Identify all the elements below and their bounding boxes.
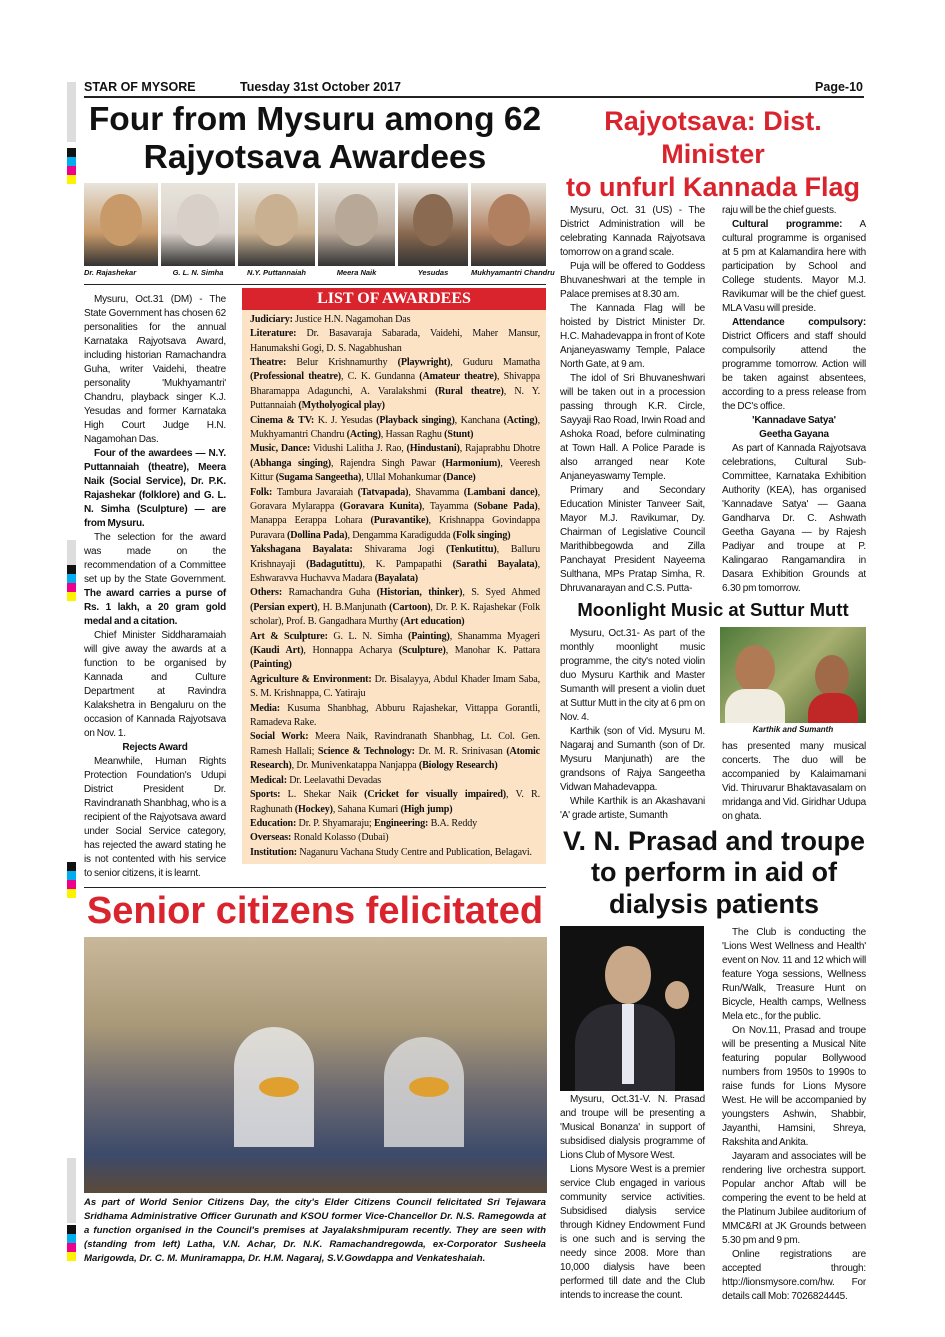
- awardee-category: (Bayalata): [374, 573, 418, 584]
- rajyotsava-column-1: [560, 204, 705, 596]
- awardee-category: Medical:: [250, 774, 287, 786]
- paragraph: [560, 627, 705, 725]
- awardees-title: LIST OF AWARDEES: [242, 288, 546, 310]
- awardee-names: Ronald Kolasso (Dubai): [291, 832, 389, 844]
- awardee-names: Dr. Bisalayya, Abdul Khader Imam Saba, S. M. Krishnappa, C. Yatiraju: [250, 673, 540, 700]
- awardee-names: Vidushi Lalitha J. Rao,: [310, 443, 407, 455]
- portrait-caption: Meera Naik: [336, 267, 377, 277]
- awardee-names: , Manappa Eerappa Lohara: [250, 500, 540, 527]
- awardee-category: Overseas:: [250, 832, 292, 844]
- awardee-entry: [250, 774, 540, 788]
- awardee-figure: [398, 183, 468, 278]
- awardee-names: , Shivappa Bharamappa Adagunchi, A. Varalakshmi: [250, 371, 540, 397]
- prasad-left: [560, 926, 705, 1303]
- awardee-category: (Kaudi Art): [250, 645, 304, 657]
- paragraph: [560, 795, 705, 823]
- paragraph: [560, 372, 705, 484]
- senior-citizens-photo: [84, 937, 547, 1193]
- awardee-category: (Art education): [400, 616, 465, 628]
- awardee-portrait: [398, 183, 468, 266]
- awardee-names: , K. Pampapathi: [362, 558, 453, 570]
- rajyotsava-column-2: [722, 204, 866, 596]
- portrait-caption: Yesudas: [417, 267, 449, 277]
- paragraph: [560, 484, 705, 596]
- moonlight-right: [720, 627, 866, 824]
- awardee-entry: [250, 846, 540, 860]
- registration-mark: [67, 862, 76, 871]
- headline-line: to unfurl Kannada Flag: [566, 171, 860, 202]
- awardee-portrait: [161, 183, 235, 266]
- awardee-names: , Hassan Raghu: [380, 428, 445, 440]
- paragraph-text: has presented many musical concerts. The duo will be accompanied by Kalaimamani Vid. Thiruvarur Bhaktavasalam on mridanga and Vid. Giridhar Udupa on ghata.: [722, 740, 866, 822]
- awardee-category: (Stunt): [444, 428, 474, 440]
- awardee-category: Sports:: [250, 789, 281, 801]
- awardee-figure: [471, 183, 555, 278]
- paragraph-text: District Officers and staff should compulsorily attend the programme tomorrow. Action will be taken against absentees, according to a press release from the DC's office.: [722, 330, 866, 412]
- paragraph-text: Mysuru, Oct.31-V. N. Prasad and troupe will be presenting a 'Musical Bonanza' in support of subsidised dialysis programme of Lions Club of Mysore West.: [560, 1094, 705, 1162]
- awardee-entry: [250, 630, 540, 673]
- paragraph: [722, 1248, 866, 1304]
- registration-mark: [67, 880, 76, 889]
- awardee-names: , Balluru Krishnayaji: [250, 544, 540, 570]
- moonlight-row: [560, 627, 866, 824]
- awardee-category: (Painting): [250, 659, 292, 671]
- awardee-entry: [250, 313, 540, 327]
- awardee-portrait: [471, 183, 546, 266]
- awardee-names: , Shavamma: [408, 486, 464, 498]
- paragraph-text: Mysuru, Oct. 31 (US) - The District Administration will be celebrating Kannada Rajyotsava tomorrow on a grand scale.: [560, 204, 705, 258]
- awardee-portrait: [84, 183, 158, 266]
- awardee-category: (Amateur theatre): [419, 371, 497, 383]
- paragraph-text: The Kannada Flag will be hoisted by District Minister Dr. H.C. Mahadevappa in front of Kote Anjaneyaswamy Temple, Palace North Gate, at 9 am.: [560, 302, 705, 370]
- awardee-entry: [250, 486, 540, 544]
- paragraph-text: A cultural programme is organised at 5 pm at Kalamandira here with participation by School and College students. Mayor M.J. Ravikumar will be the chief guest. MLA Vasu will preside.: [722, 218, 866, 314]
- awardee-names: , Ullal Mohankumar: [361, 472, 444, 484]
- awardee-names: , Rajaprabhu Dhotre: [459, 443, 540, 455]
- awardee-names: , Goravara Mylarappa: [250, 486, 541, 512]
- newspaper-name: STAR OF MYSORE: [84, 80, 196, 94]
- registration-mark: [67, 166, 76, 175]
- paragraph-text: The idol of Sri Bhuvaneshwari will be taken out in a procession passing through K.R. Circle, Sayyaji Rao Road, Irwin Road and Ashoka Road, before culminating at Town Hall. A Police Parade is also arranged near Kote Anjaneyaswamy Temple.: [560, 372, 705, 482]
- awardee-names: , Shanamma Myageri: [449, 630, 540, 642]
- awardee-names: , Mukhyamantri Chandru: [250, 414, 540, 440]
- awardee-category: (Tenkutittu): [446, 544, 497, 556]
- paragraph-text: raju will be the chief guests.: [722, 204, 837, 216]
- awardee-names: , Veeresh Kittur: [250, 457, 540, 484]
- awardee-category: Engineering:: [373, 817, 429, 829]
- awardee-figure: [161, 183, 235, 278]
- registration-mark: [67, 574, 76, 583]
- paragraph-lead: Cultural programme:: [732, 218, 843, 230]
- paragraph: [560, 725, 705, 795]
- awardee-category: (Sarathi Bayalata): [452, 558, 538, 570]
- paragraph-text: Primary and Secondary Education Minister Tanveer Sait, Mayor M.J. Ravikumar, Dy. Chairman of Legislative Council Marithibbegowda and Zilla Panchayat President Nayeema Sulthana, MPs Pratap Simha, R. Dhruvanarayan and C.S. Putta-: [560, 484, 705, 594]
- awardee-entry: [250, 414, 540, 443]
- paragraph: [560, 1093, 705, 1163]
- paragraph-text: As part of Kannada Rajyotsava celebrations, Cultural Sub-Committee, Karnataka Exhibition Authority (KEA), has organised 'Kannadave Satya' — Gaana Gandharva Dr. C. Ashwath Geetha Gayana — by Rajesh Padiyar and troupe at P. Kalingarao Rangamandira in Dasara Exhibition Grounds at 6.30 pm tomorrow.: [722, 442, 866, 594]
- awardee-category: Others:: [250, 587, 283, 599]
- paragraph-emphasis: The award carries a purse of Rs. 1 lakh, a 20 gram gold medal and a citation.: [84, 587, 226, 627]
- awardee-names: , Kanchana: [454, 414, 504, 426]
- awardee-category: Literature:: [250, 328, 297, 340]
- awardee-entry: [250, 586, 540, 629]
- paragraph-text: Online registrations are accepted through: http://lionsmysore.com/hw. For details call Mob: 7026824445.: [722, 1249, 866, 1303]
- awardee-names: , H. B.Manjunath: [317, 601, 390, 613]
- awardee-category: (Goravara Kunita): [339, 500, 422, 512]
- paragraph-text: Jayaram and associates will be rendering live orchestra support. Popular anchor Aftab will be compering the event to be held at the Platinum Jubilee auditorium of MMC&RI at JK Grounds between 5.30 pm and 9 pm.: [722, 1151, 866, 1247]
- paragraph-text: The Club is conducting the 'Lions West Wellness and Health' event on Nov. 11 and 12 which will feature Yoga sessions, Wellness Run/Walk, Treasure Hunt on Bicycle, Health camps, Wellness Mela etc., for the public.: [722, 927, 866, 1023]
- awardee-names: G. L. N. Simha: [327, 630, 409, 642]
- paragraph: [722, 1150, 866, 1248]
- awardee-category: (Persian expert): [250, 601, 318, 613]
- senior-headline: Senior citizens felicitated: [86, 889, 544, 932]
- awardee-figure: [84, 183, 158, 278]
- registration-mark: [67, 1234, 76, 1243]
- awardee-figure: [318, 183, 395, 278]
- registration-mark: [67, 1225, 76, 1234]
- awardee-names: , Dengamma Karadigudda: [347, 529, 453, 541]
- headline-line: Rajyotsava Awardees: [143, 138, 487, 176]
- paragraph-text: Meanwhile, Human Rights Protection Foundation's Udupi District President Dr. Ravindranath Shanbhag, who is a recipient of the Rajyotsava award under Social Service category, has rejected the award stating he is not contented with his service to senior citizens, it is learnt.: [84, 755, 226, 879]
- awardee-category: (Atomic Research): [250, 745, 541, 772]
- paragraph-lead: Attendance compulsory:: [732, 316, 866, 328]
- paragraph: [84, 447, 226, 531]
- awardee-category: (Dance): [443, 472, 476, 484]
- awards-article-body: [84, 288, 226, 881]
- awardee-names: , Honnappa Acharya: [303, 645, 399, 657]
- paragraph: [722, 926, 866, 1024]
- registration-mark: [67, 889, 76, 898]
- paragraph: [722, 204, 866, 218]
- awardee-category: Agriculture & Environment:: [250, 673, 372, 685]
- subheading: Rejects Award: [122, 741, 188, 753]
- awardee-category: Education:: [250, 817, 297, 829]
- issue-date: Tuesday 31st October 2017: [240, 80, 401, 94]
- awardee-names: Kusuma Shanbhag, Abburu Rajashekar, Vittappa Gorantli, Ramadeva Rake.: [250, 702, 540, 729]
- awardee-category: (Abhanga singing): [250, 457, 331, 469]
- registration-mark: [67, 583, 76, 592]
- paragraph: [560, 260, 705, 302]
- awardee-entry: [250, 788, 540, 817]
- portrait-caption: N.Y. Puttannaiah: [247, 267, 306, 277]
- awardee-photos: [84, 183, 555, 278]
- awardee-entry: [250, 442, 540, 485]
- paragraph: [722, 442, 866, 596]
- awardee-category: (Hockey): [294, 803, 333, 815]
- prasad-column-2: [722, 926, 866, 1304]
- awardee-names: Ramachandra Guha: [282, 587, 377, 599]
- divider: [84, 284, 546, 285]
- awardee-category: Social Work:: [250, 731, 309, 743]
- awardee-names: Dr. P. Shyamaraju;: [296, 817, 374, 829]
- awardee-category: (Mytholyogical play): [298, 400, 385, 412]
- awardee-names: , V. R. Raghunath: [250, 789, 540, 815]
- awardee-category: Yakshagana Bayalata:: [250, 544, 353, 556]
- awardee-category: (Playwright): [397, 356, 451, 368]
- awardee-names: K. J. Yesudas: [314, 414, 377, 426]
- awardee-entry: [250, 831, 540, 845]
- awardee-names: Belur Krishnamurthy: [286, 356, 398, 368]
- awardee-category: (Playback singing): [376, 414, 455, 426]
- awardee-category: (Dollina Pada): [287, 529, 348, 541]
- awardee-category: Art & Sculpture:: [250, 630, 328, 642]
- awardee-category: (Biology Research): [418, 760, 498, 772]
- prasad-row: [560, 926, 866, 1304]
- registration-bar: [67, 540, 76, 565]
- header-rule: [84, 96, 864, 98]
- awardee-category: (Tatvapada): [357, 486, 409, 498]
- awardee-names: Dr. Leelavathi Devadas: [286, 774, 382, 786]
- registration-mark: [67, 1252, 76, 1261]
- paragraph: [84, 755, 226, 881]
- photo-caption: Karthik and Sumanth: [752, 724, 834, 734]
- awards-headline: [84, 101, 546, 177]
- left-section: [84, 101, 555, 1266]
- paragraph: [560, 1163, 705, 1303]
- awardee-names: Naganuru Vachana Study Centre and Publication, Belagavi.: [297, 846, 532, 858]
- awardee-entry: [250, 702, 540, 731]
- headline-line: to perform in aid of: [591, 857, 837, 888]
- awardee-names: , C. K. Gundanna: [341, 371, 420, 383]
- moonlight-headline: Moonlight Music at Suttur Mutt: [577, 598, 849, 620]
- awardee-category: (High jump): [400, 803, 453, 815]
- awardee-category: (Historian, thinker): [376, 587, 463, 599]
- awardee-category: (Cricket for visually impaired): [364, 789, 506, 801]
- awardee-category: Music, Dance:: [250, 443, 311, 455]
- paragraph-text: On Nov.11, Prasad and troupe will be presenting a Musical Nite featuring popular Bollywood numbers from 1950s to 1990s to raise funds for Lions Mysore West. He will be accompanied by youngsters Ashwin, Shabbir, Jayanthi, Hamsini, Shreya, Rakshita and Ankita.: [722, 1025, 866, 1149]
- paragraph: [84, 531, 226, 629]
- awardee-category: Science & Technology:: [317, 745, 415, 757]
- page-number: Page-10: [815, 80, 863, 94]
- awardee-category: (Rural theatre): [434, 385, 504, 397]
- awardee-category: (Hindustani): [406, 443, 460, 455]
- awardee-names: , Dr. Munivenkatappa Nanjappa: [291, 760, 419, 772]
- awardee-names: Tambura Javaraiah: [272, 486, 358, 498]
- vn-prasad-photo: [560, 926, 704, 1091]
- paragraph: [560, 204, 705, 260]
- awardee-category: (Lambani dance): [463, 486, 538, 498]
- paragraph-text: Chief Minister Siddharamaiah will give away the awards at a function to be organised by Kannada and Culture Department at Ravindra Kalakshetra in Bengaluru on the occasion of Kannada Rajyotsava on Nov. 1.: [84, 629, 226, 739]
- paragraph-text: Mysuru, Oct.31 (DM) - The State Government has chosen 62 personalities for the annual Karnataka Rajyotsava Award, including historian Ramachandra Guha, writer Vaidehi, theatre personality 'Mukhyamantri' Chandru, playback singer K.J. Yesudas and former Karnataka High Court Judge H.N. Nagamohan Das.: [84, 293, 226, 445]
- awardee-names: Shivarama Jogi: [352, 544, 447, 556]
- subheading: Geetha Gayana: [759, 428, 829, 440]
- awardee-category: Folk:: [250, 486, 273, 498]
- awardee-names: , Guduru Mamatha: [450, 356, 540, 368]
- portrait-caption: G. L. N. Simha: [172, 267, 224, 277]
- registration-mark: [67, 565, 76, 574]
- awardee-entry: [250, 356, 540, 414]
- divider: [84, 887, 546, 888]
- rajyotsava-headline: [560, 105, 866, 204]
- paragraph: [722, 1024, 866, 1150]
- awardee-entry: [250, 543, 540, 586]
- awardee-category: Institution:: [250, 846, 297, 858]
- awardee-category: (Folk singing): [452, 529, 511, 541]
- awardee-category: (Sculpture): [398, 645, 446, 657]
- prasad-headline: [556, 826, 872, 921]
- headline-line: Four from Mysuru among 62: [88, 101, 542, 138]
- portrait-caption: Mukhyamantri Chandru: [471, 267, 555, 277]
- awardee-entry: [250, 327, 540, 356]
- awardee-entry: [250, 817, 540, 831]
- registration-bar: [67, 1158, 76, 1223]
- awardee-entry: [250, 673, 540, 702]
- paragraph-text: The selection for the award was made on the recommendation of a Committee set up by the State Government.: [84, 531, 226, 585]
- awardee-category: (Professional theatre): [250, 371, 342, 383]
- awardee-names: , Rajendra Singh Pawar: [330, 457, 443, 469]
- registration-mark: [67, 175, 76, 184]
- awardee-names: Meera Naik, Ravindranath Shanbhag, Lt. Col. Gen. Ramesh Hallali;: [250, 731, 540, 757]
- awardee-category: (Harmonium): [442, 457, 501, 469]
- moonlight-column-2: [722, 740, 866, 824]
- paragraph-text: Puja will be offered to Goddess Bhuvaneshwari at the temple in Palace premises at 8.30 am.: [560, 260, 705, 300]
- awardee-names: , Tayamma: [422, 500, 474, 512]
- awardee-category: (Painting): [408, 630, 450, 642]
- awardee-category: Media:: [250, 702, 280, 714]
- awardee-category: (Acting): [503, 414, 538, 426]
- portrait-caption: Dr. Rajashekar: [84, 267, 137, 277]
- awardee-category: Theatre:: [250, 356, 287, 368]
- paragraph: [722, 316, 866, 414]
- headline-line: Rajyotsava: Dist. Minister: [604, 106, 822, 169]
- awards-row: [84, 288, 546, 881]
- paragraph-text: While Karthik is an Akashavani 'A' grade artiste, Sumanth: [560, 795, 705, 821]
- awardee-names: Dr. M. R. Srinivasan: [414, 745, 507, 757]
- awardees-list-box: [242, 288, 546, 864]
- prasad-column-1: [560, 1093, 705, 1303]
- paragraph-text: Karthik (son of Vid. Mysuru M. Nagaraj and Sumanth (son of Dr. Mysuru Manjunath) are the grandsons of Rajya Sangeetha Vidwan Mahadevappa.: [560, 725, 705, 793]
- moonlight-column-1: [560, 627, 705, 823]
- registration-mark: [67, 592, 76, 601]
- awardee-figure: [238, 183, 315, 278]
- awardee-names: L. Shekar Naik: [280, 789, 365, 801]
- awardee-names: Dr. Basavaraja Sabarada, Vaidehi, Maher Mansur, Hanumakshi Gogi, D. S. Nagabhushan: [250, 328, 540, 354]
- paragraph: [84, 293, 226, 447]
- registration-bar: [67, 82, 76, 142]
- registration-mark: [67, 871, 76, 880]
- registration-mark: [67, 1243, 76, 1252]
- awardees-list: [242, 310, 546, 860]
- paragraph-text: Mysuru, Oct.31- As part of the monthly moonlight music programme, the city's noted violin duo Mysuru Karthik and Master Sumanth will present a violin duet at Suttur Mutt in the city at 6 pm on Nov. 4.: [560, 627, 705, 723]
- senior-photo-caption: As part of World Senior Citizens Day, the city's Elder Citizens Council felicitated Sri Tejawara Sridhama Administrative Officer Gurunath and KSOU former Vice-Chancellor Dr. N.S. Ramegowda at a function organised in the Council's premises at Jayalakshmipuram recently. They are seen with (standing from left) Latha, V.N. Achar, Dr. N.K. Ramachandregowda, ex-Corporator Susheela Marigowda, Dr. C. M. Muniramappa, Dr. H.M. Nagaraj, S.V.Gowdappa and Venkateshaiah.: [84, 1196, 546, 1264]
- right-section: [560, 105, 866, 1304]
- awardee-category: (Cartoon): [389, 601, 431, 613]
- awardee-entry: [250, 730, 540, 773]
- awardee-category: Judiciary:: [250, 313, 293, 325]
- paragraph: [722, 218, 866, 316]
- awardee-names: B.A. Reddy: [428, 817, 478, 829]
- paragraph-lead: Four of the awardees — N.Y. Puttannaiah (theatre), Meera Naik (Social Service), Dr. P.K. Rajashekar (folklore) and G. L. N. Simha (Sculpture) — are from Mysuru.: [84, 447, 226, 529]
- headline-line: dialysis patients: [608, 888, 820, 919]
- awardee-portrait: [318, 183, 395, 266]
- awardee-names: , Dr. P. K. Rajashekar (Folk scholar), Prof. B. Gangadhara Murthy: [250, 601, 540, 628]
- paragraph: [84, 629, 226, 741]
- awardee-portrait: [238, 183, 315, 266]
- awardee-category: (Acting): [346, 428, 381, 440]
- awardee-category: (Sugama Sangeetha): [275, 472, 362, 484]
- awardee-names: , Eshwaravva Huchavva Madara: [250, 558, 540, 584]
- awardee-names: , Krishnappa Govindappa Puravara: [250, 515, 540, 541]
- awardee-category: (Sobane Pada): [473, 500, 538, 512]
- awardee-category: (Badagutittu): [306, 558, 363, 570]
- karthik-sumanth-photo: [720, 627, 866, 723]
- awardee-names: Justice H.N. Nagamohan Das: [292, 313, 411, 325]
- awardee-category: (Puravantike): [370, 515, 429, 527]
- paragraph-text: Lions Mysore West is a premier service Club engaged in various community service activities. Subsidised dialysis service through Kidney Endowment Fund is one such and is serving the needy since 2008. More than 10,000 dialysis have been performed till date and the Club intends to increase the count.: [560, 1164, 705, 1302]
- subheading: 'Kannadave Satya': [752, 414, 836, 426]
- rajyotsava-row: [560, 204, 866, 596]
- awardee-names: , S. Syed Ahmed: [462, 587, 540, 599]
- awardee-category: Cinema & TV:: [250, 414, 315, 426]
- paragraph: [560, 302, 705, 372]
- awardee-names: , Manohar K. Pattara: [445, 645, 540, 657]
- headline-line: V. N. Prasad and troupe: [562, 825, 866, 856]
- registration-mark: [67, 148, 76, 157]
- awardee-names: , Sahana Kumari: [332, 803, 401, 815]
- registration-mark: [67, 157, 76, 166]
- awardee-names: , N. Y. Puttannaiah: [250, 385, 540, 412]
- paragraph: [722, 740, 866, 824]
